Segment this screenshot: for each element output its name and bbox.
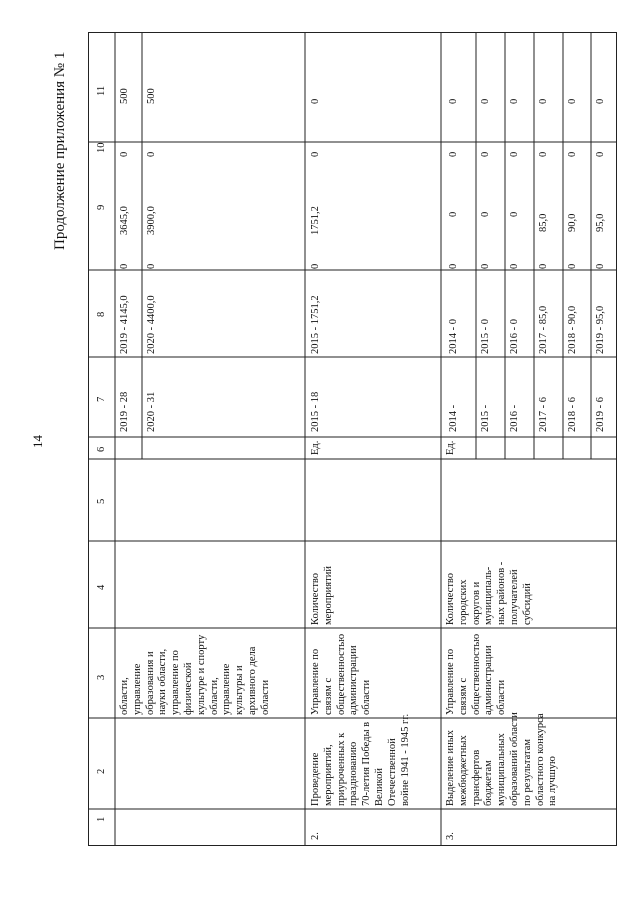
executor-cell: Управление по связям с общественностью администрации области [310, 633, 373, 715]
funding-amount: 2015 - 0 [480, 319, 491, 354]
funding-amount: 2018 - 90,0 [567, 305, 578, 354]
unit-cell: Ед. [445, 440, 456, 455]
value-cell: 1751,2 [310, 206, 321, 235]
value-cell: 0 [310, 263, 321, 269]
event-name: Проведение мероприятий, приуроченных к празднованию 70-летия Победы в Великой Отечественной войне 1941 - 1945 гг. [310, 713, 411, 806]
value-cell: 85,0 [538, 213, 549, 232]
value-cell: 0 [567, 98, 578, 104]
year-count: 2019 - 28 [119, 391, 130, 432]
value-cell: 0 [509, 211, 520, 217]
year-count: 2019 - 6 [595, 397, 606, 432]
funding-amount: 2016 - 0 [509, 319, 520, 354]
value-cell: 0 [538, 263, 549, 269]
column-number: 6 [96, 446, 107, 452]
value-cell: 3645,0 [119, 206, 130, 235]
executor-cell: области, управление образования и науки области, управление по физической культуре и спорту области, управление культуры и архивного дела области [119, 634, 271, 715]
funding-amount: 2019 - 4145,0 [119, 295, 130, 354]
value-cell: 0 [448, 98, 459, 104]
appendix-table [88, 32, 618, 847]
value-cell: 0 [146, 151, 157, 157]
year-count: 2020 - 31 [146, 391, 157, 432]
column-number: 2 [96, 768, 107, 774]
value-cell: 0 [480, 263, 491, 269]
value-cell: 500 [146, 88, 157, 104]
value-cell: 0 [146, 263, 157, 269]
column-number: 9 [96, 204, 107, 210]
value-cell: 0 [448, 263, 459, 269]
year-count: 2016 - [509, 404, 520, 432]
value-cell: 0 [448, 211, 459, 217]
column-number: 5 [96, 498, 107, 504]
value-cell: 0 [480, 151, 491, 157]
value-cell: 0 [538, 151, 549, 157]
column-number: 3 [96, 674, 107, 680]
column-number: 7 [96, 396, 107, 402]
value-cell: 95,0 [595, 213, 606, 232]
value-cell: 0 [595, 263, 606, 269]
value-cell: 0 [509, 263, 520, 269]
value-cell: 3900,0 [146, 206, 157, 235]
year-count: 2015 - [480, 404, 491, 432]
page-number: 14 [30, 435, 45, 448]
funding-amount: 2014 - 0 [448, 319, 459, 354]
row-number: 3. [445, 832, 456, 840]
event-name: Выделение иных межбюджетных трансфертов бюджетам муниципальных образований области по результатам областного конкурса на лучшую [445, 712, 559, 806]
value-cell: 0 [509, 98, 520, 104]
value-cell: 0 [595, 98, 606, 104]
executor-cell: Управление по связям с общественностью администрации области [445, 633, 508, 715]
indicator-cell: Количество мероприятий [310, 566, 334, 625]
unit-cell: Ед. [310, 440, 321, 455]
value-cell: 0 [310, 151, 321, 157]
column-number: 10 [96, 142, 107, 153]
value-cell: 0 [595, 151, 606, 157]
value-cell: 0 [480, 211, 491, 217]
value-cell: 0 [480, 98, 491, 104]
value-cell: 0 [538, 98, 549, 104]
row-number: 2. [310, 832, 321, 840]
funding-amount: 2020 - 4400,0 [146, 295, 157, 354]
value-cell: 500 [119, 88, 130, 104]
value-cell: 0 [509, 151, 520, 157]
funding-amount: 2015 - 1751,2 [310, 295, 321, 354]
funding-amount: 2017 - 85,0 [538, 305, 549, 354]
column-number: 8 [96, 311, 107, 317]
year-count: 2015 - 18 [310, 391, 321, 432]
column-number: 1 [96, 816, 107, 822]
value-cell: 0 [119, 263, 130, 269]
value-cell: 0 [567, 151, 578, 157]
year-count: 2017 - 6 [538, 397, 549, 432]
column-number: 11 [96, 85, 107, 96]
value-cell: 0 [119, 151, 130, 157]
value-cell: 0 [567, 263, 578, 269]
year-count: 2014 - [448, 404, 459, 432]
funding-amount: 2019 - 95,0 [595, 305, 606, 354]
value-cell: 0 [310, 98, 321, 104]
appendix-header: Продолжение приложения № 1 [52, 51, 68, 250]
year-count: 2018 - 6 [567, 397, 578, 432]
value-cell: 90,0 [567, 213, 578, 232]
indicator-cell: Количество городских округов и муниципаль- ных районов - получателей субсидий [445, 561, 533, 625]
value-cell: 0 [448, 151, 459, 157]
column-number: 4 [96, 584, 107, 590]
